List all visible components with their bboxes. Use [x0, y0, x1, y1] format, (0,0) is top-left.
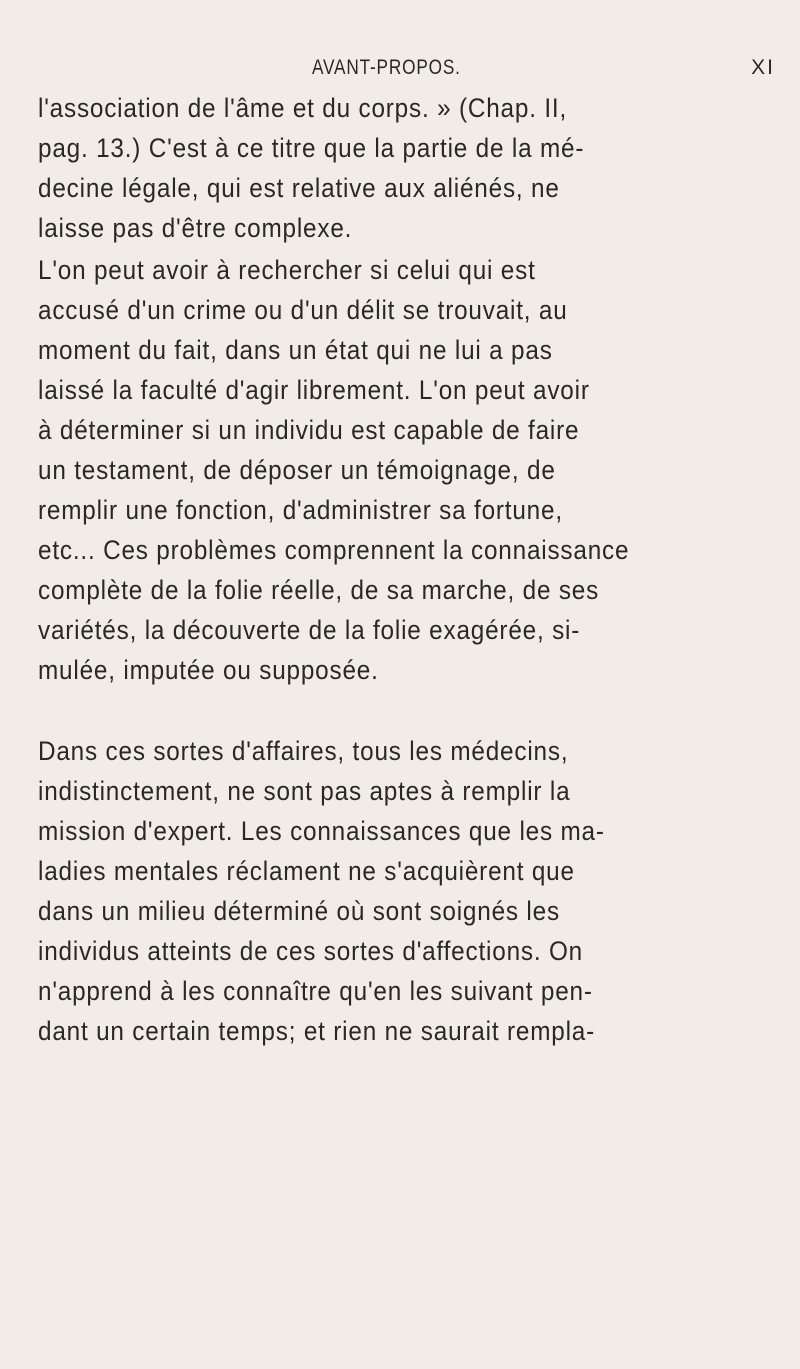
text-line: dans un milieu déterminé où sont soignés les [38, 896, 560, 926]
text-line: variétés, la découverte de la folie exagérée, si- [38, 615, 581, 645]
text-line: laisse pas d'être complexe. [38, 213, 353, 243]
text-line: mission d'expert. Les connaissances que les ma- [38, 816, 605, 846]
text-line: etc... Ces problèmes comprennent la connaissance [38, 535, 630, 565]
text-line: un testament, de déposer un témoignage, de [38, 455, 556, 485]
text-line: accusé d'un crime ou d'un délit se trouvait, au [38, 295, 568, 325]
running-head [0, 56, 800, 88]
text-line: laissé la faculté d'agir librement. L'on peut avoir [38, 375, 590, 405]
text-line: l'association de l'âme et du corps. » (Chap. II, [38, 93, 568, 123]
running-title: AVANT-PROPOS. [312, 56, 461, 79]
text-line: à déterminer si un individu est capable de faire [38, 415, 580, 445]
text-line: remplir une fonction, d'administrer sa fortune, [38, 495, 563, 525]
text-line: n'apprend à les connaître qu'en les suivant pen- [38, 976, 593, 1006]
text-line: L'on peut avoir à rechercher si celui qui est [38, 255, 536, 285]
text-line: dant un certain temps; et rien ne saurait rempla- [38, 1016, 596, 1046]
text-line: individus atteints de ces sortes d'affections. On [38, 936, 584, 966]
text-line: pag. 13.) C'est à ce titre que la partie de la mé- [38, 133, 585, 163]
text-line: Dans ces sortes d'affaires, tous les médecins, [38, 736, 569, 766]
text-line: mulée, imputée ou supposée. [38, 655, 379, 685]
text-line: ladies mentales réclament ne s'acquièrent que [38, 856, 575, 886]
text-line: moment du fait, dans un état qui ne lui a pas [38, 335, 553, 365]
text-line: decine légale, qui est relative aux aliénés, ne [38, 173, 560, 203]
text-line: indistinctement, ne sont pas aptes à remplir la [38, 776, 571, 806]
text-line: complète de la folie réelle, de sa marche, de ses [38, 575, 600, 605]
page-number: XI [751, 56, 775, 79]
